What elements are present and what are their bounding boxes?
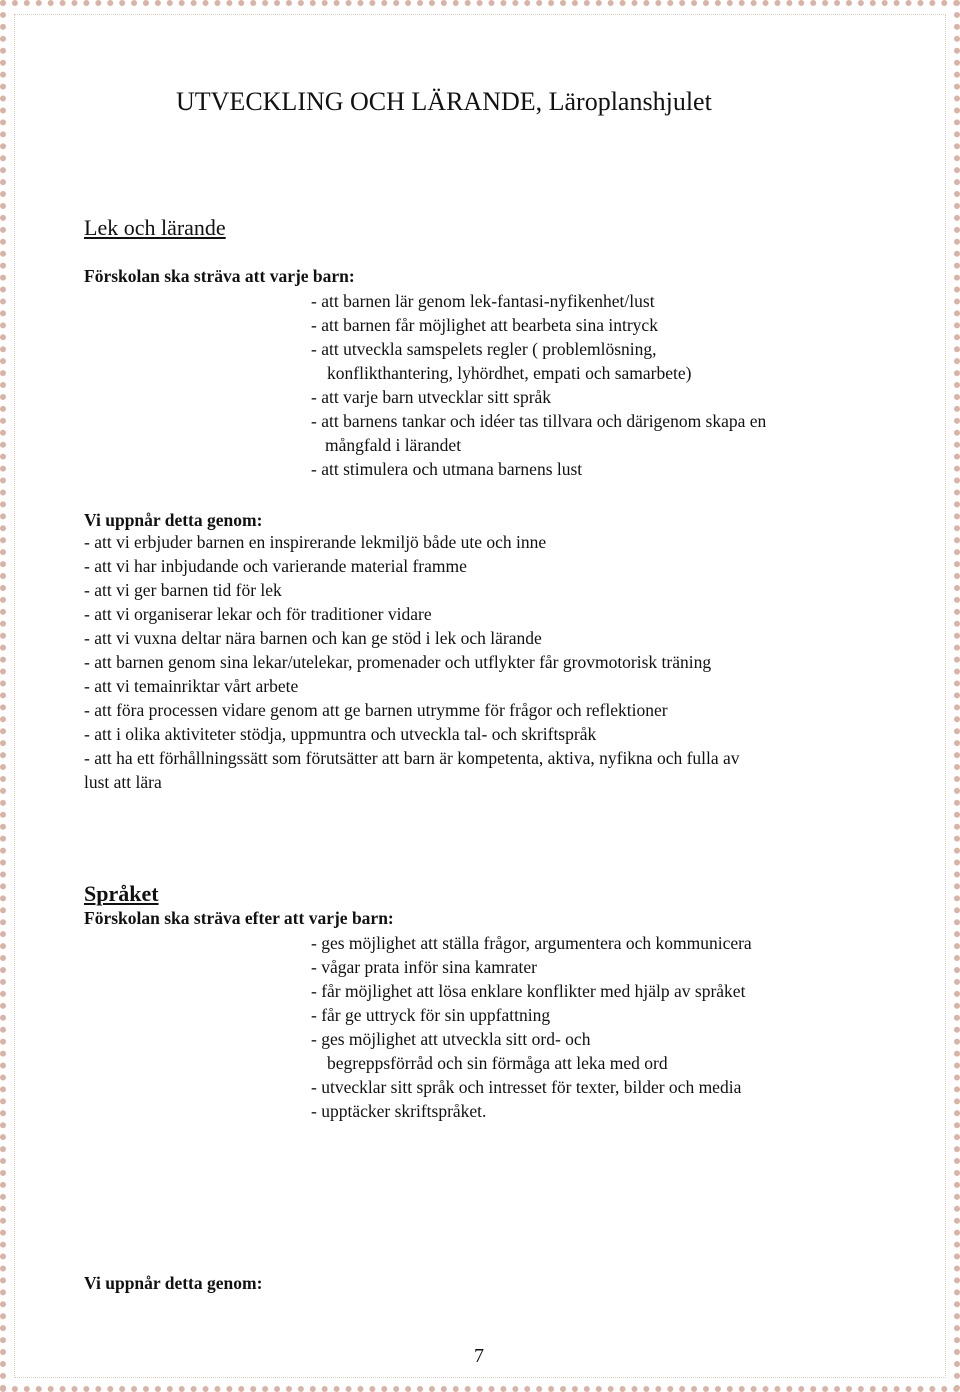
- section-heading-spraket: Språket: [84, 881, 159, 906]
- goal-item: - utvecklar sitt språk och intresset för texter, bilder och media: [311, 1077, 742, 1097]
- method-item: - att vi temainriktar vårt arbete: [84, 676, 299, 696]
- method-item: - att vi vuxna deltar nära barnen och kan ge stöd i lek och lärande: [84, 628, 542, 648]
- goal-item-continued: konflikthantering, lyhördhet, empati och samarbete): [327, 363, 692, 383]
- method-item: - att föra processen vidare genom att ge barnen utrymme för frågor och reflektioner: [84, 700, 668, 720]
- method-item: - att barnen genom sina lekar/utelekar, promenader och utflykter får grovmotorisk träning: [84, 652, 712, 672]
- goal-item: - att varje barn utvecklar sitt språk: [311, 387, 552, 407]
- method-heading-lek: Vi uppnår detta genom:: [84, 510, 263, 530]
- method-item: - att vi organiserar lekar och för traditioner vidare: [84, 604, 432, 624]
- section-intro-lek: Förskolan ska sträva att varje barn:: [84, 266, 355, 286]
- goal-item: - ges möjlighet att utveckla sitt ord- och: [311, 1029, 591, 1049]
- method-item: - att vi ger barnen tid för lek: [84, 580, 282, 600]
- method-item: - att vi erbjuder barnen en inspirerande lekmiljö både ute och inne: [84, 532, 547, 552]
- method-item: - att vi har inbjudande och varierande material framme: [84, 556, 467, 576]
- goal-item: - får möjlighet att lösa enklare konflikter med hjälp av språket: [311, 981, 746, 1001]
- method-heading-spraket: Vi uppnår detta genom:: [84, 1273, 263, 1293]
- section-intro-spraket: Förskolan ska sträva efter att varje barn:: [84, 908, 394, 928]
- method-item: - att i olika aktiviteter stödja, uppmuntra och utveckla tal- och skriftspråk: [84, 724, 597, 744]
- goal-item: - att utveckla samspelets regler ( problemlösning,: [311, 339, 657, 359]
- goal-item: - att barnens tankar och idéer tas tillvara och därigenom skapa en: [311, 411, 767, 431]
- goal-item: - att stimulera och utmana barnens lust: [311, 459, 583, 479]
- page-number: 7: [474, 1345, 484, 1367]
- goal-item: - ges möjlighet att ställa frågor, argumentera och kommunicera: [311, 933, 752, 953]
- goal-item-continued: begreppsförråd och sin förmåga att leka med ord: [327, 1053, 668, 1073]
- goal-item: - vågar prata inför sina kamrater: [311, 957, 537, 977]
- goal-item: - att barnen får möjlighet att bearbeta sina intryck: [311, 315, 658, 335]
- method-item: - att ha ett förhållningssätt som förutsätter att barn är kompetenta, aktiva, nyfikna och fulla av: [84, 748, 740, 768]
- page-title: UTVECKLING OCH LÄRANDE, Läroplanshjulet: [176, 87, 712, 116]
- goal-item: - får ge uttryck för sin uppfattning: [311, 1005, 551, 1025]
- goal-item-continued: mångfald i lärandet: [325, 435, 462, 455]
- goal-item: - upptäcker skriftspråket.: [311, 1101, 487, 1121]
- section-heading-lek: Lek och lärande: [84, 215, 226, 240]
- goal-item: - att barnen lär genom lek-fantasi-nyfikenhet/lust: [311, 291, 655, 311]
- method-item-continued: lust att lära: [84, 772, 162, 792]
